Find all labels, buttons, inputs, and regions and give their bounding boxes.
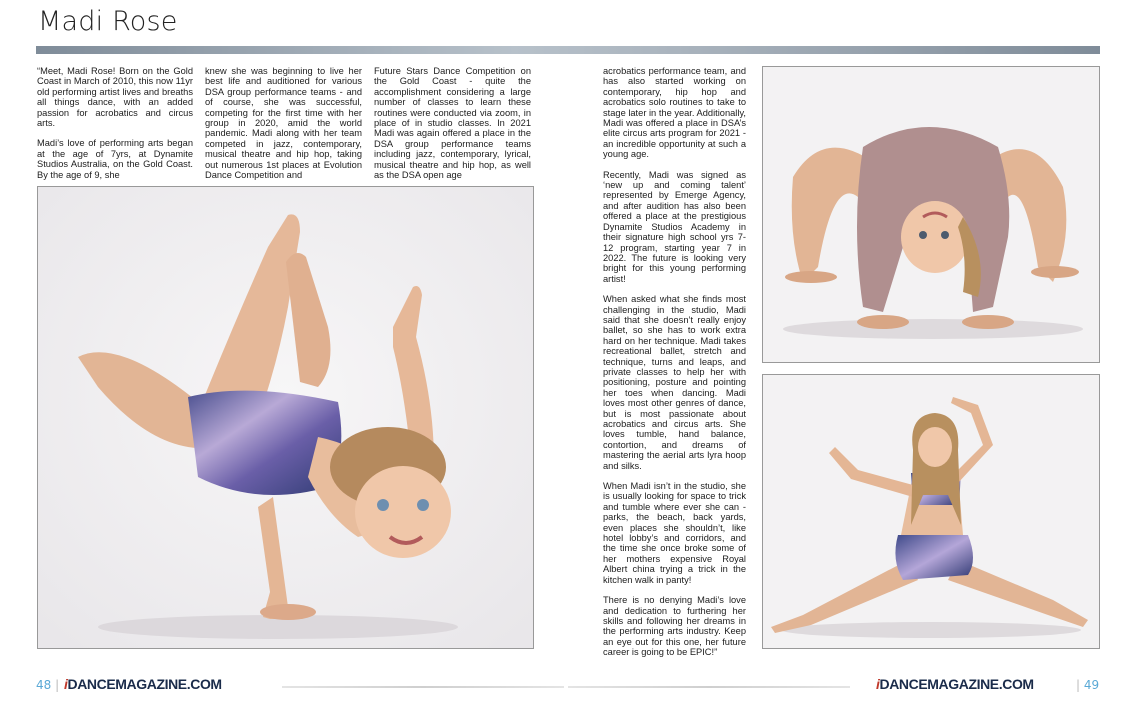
- right-page-number: | 49: [1076, 678, 1100, 692]
- dancer-backbend-illustration: [763, 67, 1099, 362]
- footer-divider-left: [282, 686, 564, 688]
- article-column-3: [374, 66, 531, 190]
- footer-divider-right: [568, 686, 850, 688]
- main-photo: [37, 186, 534, 649]
- paragraph: Madi’s love of performing arts began at the age of 7yrs, at Dynamite Studios Australia, on the Gold Coast. By the age of 9, she: [37, 138, 193, 180]
- left-page-number: 48 |: [36, 678, 60, 692]
- title-divider: [36, 46, 1100, 54]
- paragraph: When asked what she finds most challenging in the studio, Madi said that she doesn’t really enjoy ballet, so she has to work extra hard on her technique. Madi takes recreational ballet, stretch and technique, turns and leaps, and private classes to help her with positioning, posture and pointing her toes when dancing. Madi loves most other genres of dance, but is most passionate about acrobatics and circus arts. She loves tumble, hand balance, contortion, and dreams of mastering the aerial arts lyra hoop and silks.: [603, 294, 746, 471]
- article-column-4: [603, 66, 746, 668]
- article-column-2: [205, 66, 362, 190]
- paragraph: Recently, Madi was signed as ‘new up and coming talent’ represented by Emerge Agency, and after audition has also been offered a place at the prestigious Dynamite Studios Academy in their signature high school yrs 7-12 program, starting year 7 in 2022. The future is looking very bright for this young performing artist!: [603, 169, 746, 284]
- paragraph: Future Stars Dance Competition on the Gold Coast - quite the accomplishment considering a large number of classes to learn these routines were conducted via zoom, in place of in studio classes. In 2021 Madi was again offered a place in the DSA group performance teams including jazz, contemporary, lyrical, musical theatre and hip hop, as well as the DSA open age: [374, 66, 531, 181]
- dancer-hand-balance-illustration: [38, 187, 533, 648]
- split-pose-photo: [762, 374, 1100, 649]
- paragraph: “Meet, Madi Rose! Born on the Gold Coast in March of 2010, this now 11yr old performing artist lives and breaths all things dance, with an added passion for acrobatics and circus arts.: [37, 66, 193, 129]
- dancer-split-illustration: [763, 375, 1099, 648]
- paragraph: There is no denying Madi’s love and dedication to furthering her skills and following her dreams in the performing arts industry. Keep an eye out for this one, her future career is going to be EPIC!”: [603, 595, 746, 658]
- article-column-1: [37, 66, 193, 190]
- right-brand-logo: iDANCEMAGAZINE.COM: [876, 676, 1034, 692]
- paragraph: When Madi isn’t in the studio, she is usually looking for space to trick and tumble where ever she can - parks, the beach, back yards, even places she shouldn’t, like hotel lobby’s and corridors, and the time she once broke some of her mothers expensive Royal Albert china trying a trick in the kitchen walk in panty!: [603, 481, 746, 585]
- left-brand-logo: iDANCEMAGAZINE.COM: [64, 676, 222, 692]
- backbend-photo: [762, 66, 1100, 363]
- paragraph: acrobatics performance team, and has also started working on contemporary, hip hop and acrobatics solo routines to take to stage later in the year. Additionally, Madi was offered a place in DSA’s elite circus arts program for 2021 - an incredible opportunity at such a young age.: [603, 66, 746, 160]
- page-title: Madi Rose: [38, 6, 178, 37]
- paragraph: knew she was beginning to live her best life and auditioned for various DSA group performance teams - and of course, she was successful, competing for the first time with her group in 2020, amid the world pandemic. Madi along with her team competed in jazz, contemporary, musical theatre and hip hop, taking out numerous 1st places at Evolution Dance Competition and: [205, 66, 362, 181]
